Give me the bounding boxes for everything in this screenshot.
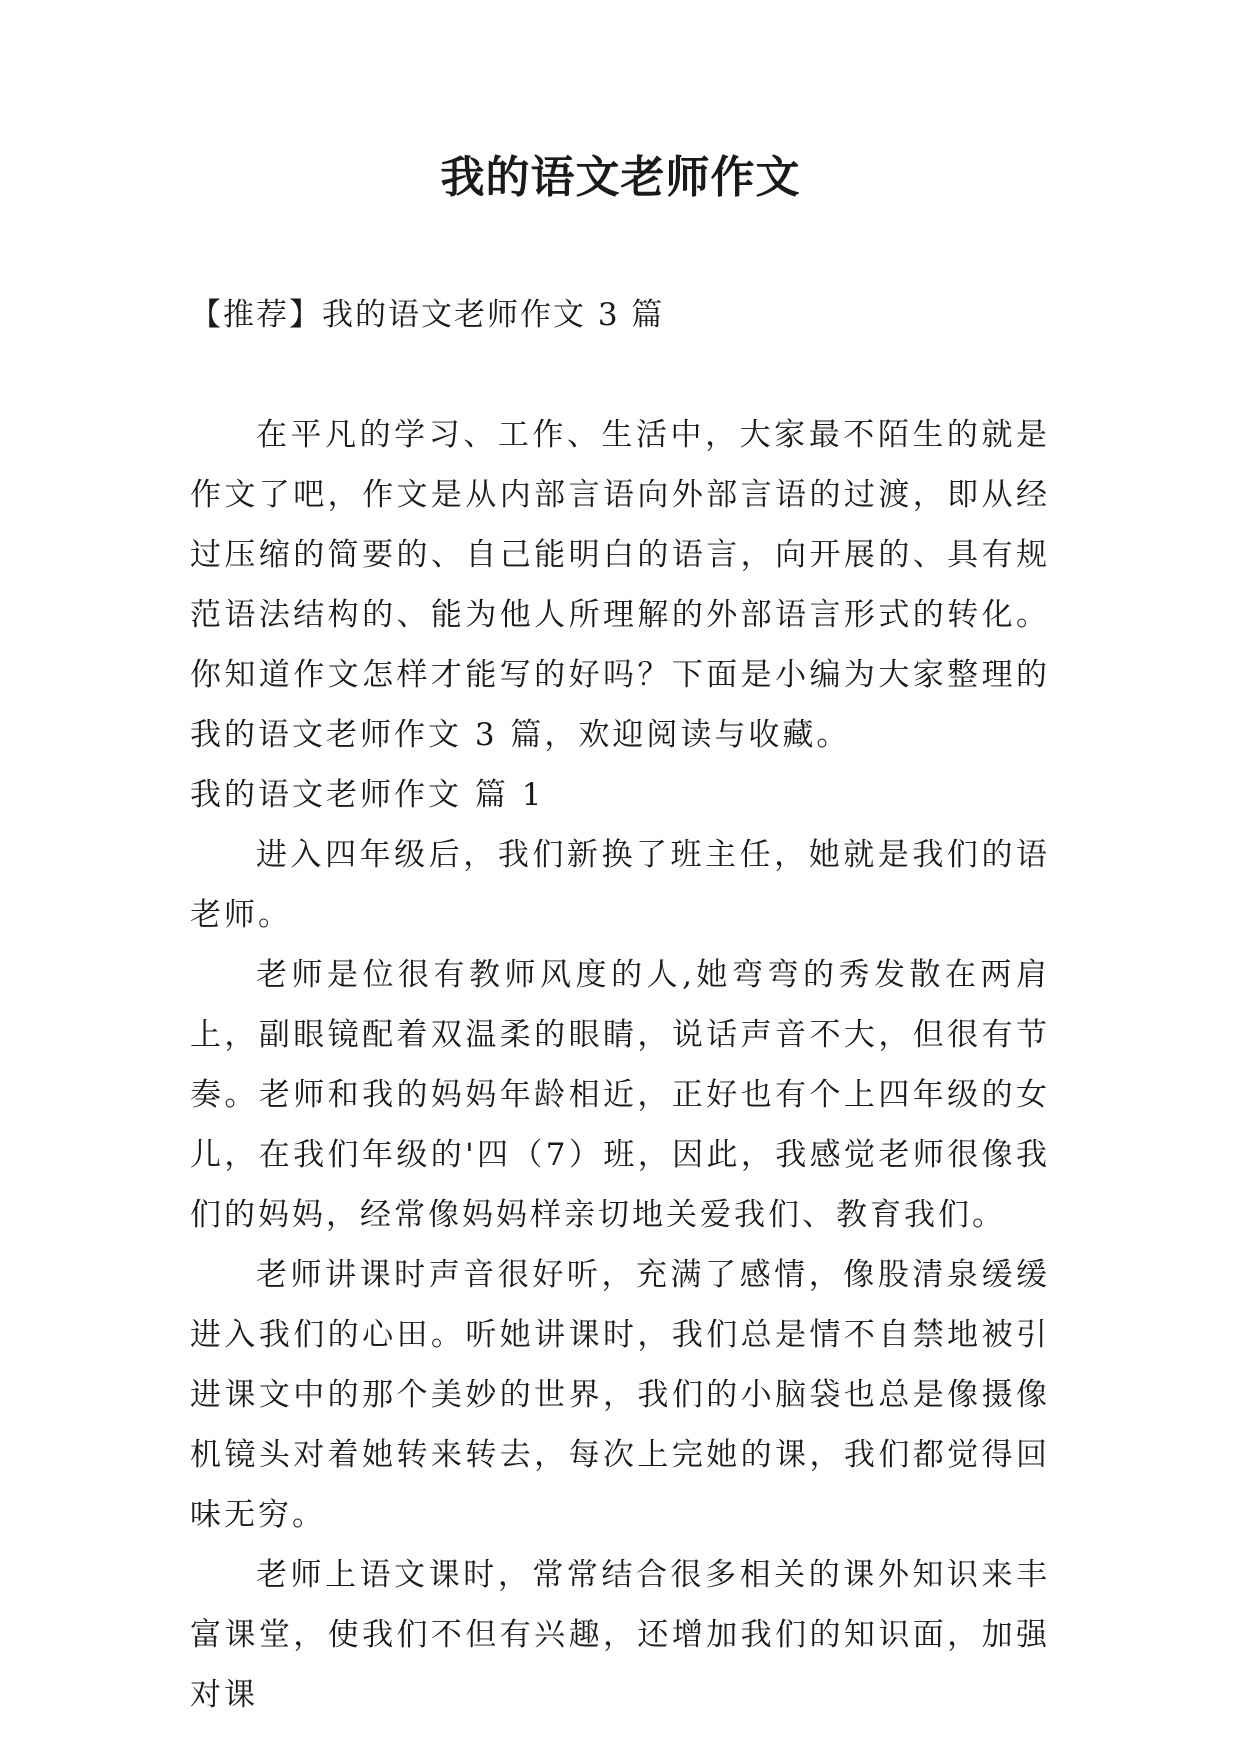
body-paragraph: 老师上语文课时，常常结合很多相关的课外知识来丰富课堂，使我们不但有兴趣，还增加我们的知识面，加强对课 <box>190 1557 1050 1713</box>
document-body <box>190 405 1050 1725</box>
body-paragraph: 老师是位很有教师风度的人,她弯弯的秀发散在两肩上，副眼镜配着双温柔的眼睛，说话声音不大，但很有节奏。老师和我的妈妈年龄相近，正好也有个上四年级的女儿，在我们年级的'四（7）班，因此，我感觉老师很像我们的妈妈，经常像妈妈样亲切地关爱我们、教育我们。 <box>190 957 1050 1233</box>
document-subtitle: 【推荐】我的语文老师作文 3 篇 <box>190 297 665 333</box>
body-paragraph: 老师讲课时声音很好听，充满了感情，像股清泉缓缓进入我们的心田。听她讲课时，我们总是情不自禁地被引进课文中的那个美妙的世界，我们的小脑袋也总是像摄像机镜头对着她转来转去，每次上完她的课，我们都觉得回味无穷。 <box>190 1257 1050 1533</box>
intro-paragraph: 在平凡的学习、工作、生活中，大家最不陌生的就是作文了吧，作文是从内部言语向外部言语的过渡，即从经过压缩的简要的、自己能明白的语言，向开展的、具有规范语法结构的、能为他人所理解的外部语言形式的转化。你知道作文怎样才能写的好吗？下面是小编为大家整理的我的语文老师作文 3 篇，欢迎阅读与收藏。 <box>190 417 1050 753</box>
document-title: 我的语文老师作文 <box>440 152 801 203</box>
body-paragraph: 进入四年级后，我们新换了班主任，她就是我们的语老师。 <box>190 837 1050 933</box>
section-heading: 我的语文老师作文 篇 1 <box>190 777 545 813</box>
